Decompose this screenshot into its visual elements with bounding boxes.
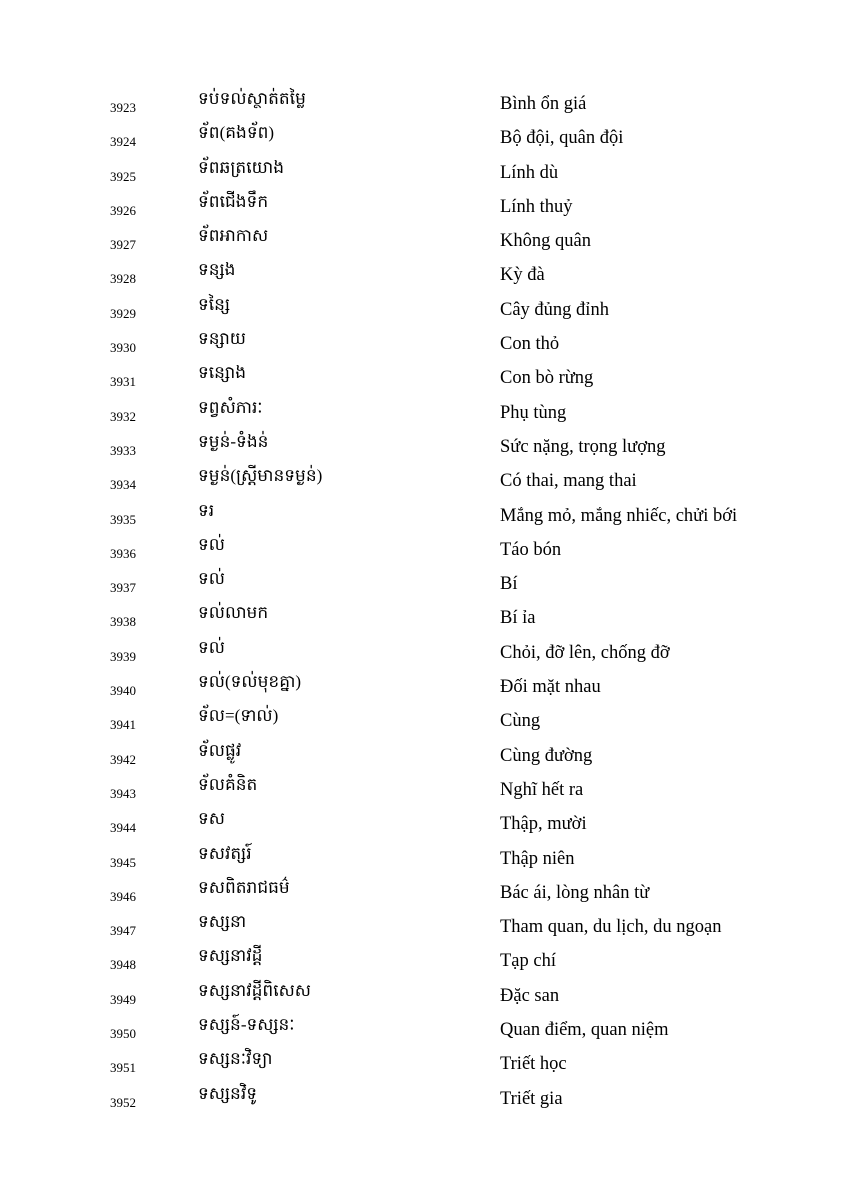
dictionary-entry-row xyxy=(0,155,848,189)
entry-number: 3930 xyxy=(110,340,136,356)
vietnamese-translation: Có thai, mang thai xyxy=(500,471,637,492)
entry-number: 3947 xyxy=(110,923,136,939)
vietnamese-translation: Thập, mười xyxy=(500,814,587,835)
khmer-term: ទម្ងន់(ស្ត្រីមានទម្ងន់) xyxy=(198,466,323,486)
dictionary-entry-row xyxy=(0,189,848,223)
entry-number: 3932 xyxy=(110,408,136,424)
khmer-term: ទល់(ទល់មុខគ្នា) xyxy=(198,672,302,692)
vietnamese-translation: Cùng đường xyxy=(500,745,593,766)
khmer-term: ទស្សនា xyxy=(198,912,247,932)
khmer-term: ទល់ xyxy=(198,637,225,657)
dictionary-entry-row xyxy=(0,600,848,634)
entry-number: 3935 xyxy=(110,511,136,527)
khmer-term: ទសពិតរាជធម៌ xyxy=(198,877,290,897)
vietnamese-translation: Quan điểm, quan niệm xyxy=(500,1020,669,1041)
vietnamese-translation: Bình ổn giá xyxy=(500,94,587,114)
vietnamese-translation: Bác ái, lòng nhân từ xyxy=(500,882,650,903)
khmer-term: ទប់ទល់ស្ថាត់តម្លៃ xyxy=(198,89,306,108)
entry-number: 3938 xyxy=(110,614,136,630)
vietnamese-translation: Mắng mỏ, mắng nhiếc, chửi bới xyxy=(500,505,738,526)
vietnamese-translation: Lính dù xyxy=(500,162,559,183)
khmer-term: ទ័ពជើងទឹក xyxy=(198,191,269,211)
vietnamese-translation: Bộ đội, quân đội xyxy=(500,128,624,149)
khmer-term: ទន្សាយ xyxy=(198,329,246,349)
vietnamese-translation: Phụ tùng xyxy=(500,402,567,423)
dictionary-entry-row xyxy=(0,703,848,737)
entry-number: 3926 xyxy=(110,202,136,218)
khmer-term: ទស្សនៈវិទ្យា xyxy=(198,1049,273,1069)
khmer-term: ទ័ល=(ទាល់) xyxy=(198,706,279,726)
khmer-term: ទ័ព(គងទ័ព) xyxy=(198,123,275,143)
khmer-term: ទ័ពអាកាស xyxy=(198,226,269,246)
vietnamese-translation: Con thỏ xyxy=(500,334,560,355)
dictionary-entry-list xyxy=(0,86,848,1115)
dictionary-entry-row xyxy=(0,360,848,394)
khmer-term: ទ័ពឆត្រយោង xyxy=(198,157,284,177)
dictionary-entry-row xyxy=(0,635,848,669)
dictionary-entry-row xyxy=(0,86,848,120)
dictionary-entry-row xyxy=(0,772,848,806)
entry-number: 3934 xyxy=(110,477,136,493)
entry-number: 3928 xyxy=(110,271,136,287)
dictionary-entry-row xyxy=(0,841,848,875)
dictionary-entry-row xyxy=(0,326,848,360)
dictionary-entry-row xyxy=(0,532,848,566)
entry-number: 3923 xyxy=(110,100,136,115)
dictionary-entry-row xyxy=(0,498,848,532)
dictionary-entry-row xyxy=(0,1012,848,1046)
vietnamese-translation: Không quân xyxy=(500,231,591,252)
dictionary-entry-row xyxy=(0,943,848,977)
dictionary-entry-row xyxy=(0,1081,848,1115)
vietnamese-translation: Triết gia xyxy=(500,1088,563,1109)
vietnamese-translation: Đối mặt nhau xyxy=(500,677,601,698)
entry-number: 3924 xyxy=(110,134,136,150)
vietnamese-translation: Triết học xyxy=(500,1054,567,1075)
vietnamese-translation: Đặc san xyxy=(500,985,560,1006)
dictionary-entry-row xyxy=(0,909,848,943)
entry-number: 3933 xyxy=(110,442,136,458)
entry-number: 3943 xyxy=(110,785,136,801)
khmer-term: ទ័លផ្លូវ xyxy=(198,740,242,760)
entry-number: 3944 xyxy=(110,820,136,836)
dictionary-entry-row xyxy=(0,566,848,600)
khmer-term: ទល់ xyxy=(198,534,225,554)
entry-number: 3942 xyxy=(110,751,136,767)
vietnamese-translation: Cùng xyxy=(500,711,541,732)
entry-number: 3940 xyxy=(110,683,136,699)
vietnamese-translation: Lính thuỷ xyxy=(500,196,573,217)
entry-number: 3946 xyxy=(110,888,136,904)
khmer-term: ទម្ងន់-ទំងន់ xyxy=(198,431,269,451)
dictionary-entry-row xyxy=(0,292,848,326)
khmer-term: ទសវត្សរ៍ xyxy=(198,843,252,863)
entry-number: 3941 xyxy=(110,717,136,733)
entry-number: 3950 xyxy=(110,1026,136,1042)
khmer-term: ទល់លាមក xyxy=(198,603,269,623)
vietnamese-translation: Bí xyxy=(500,574,518,595)
vietnamese-translation: Chỏi, đỡ lên, chống đỡ xyxy=(500,642,670,663)
entry-number: 3929 xyxy=(110,305,136,321)
khmer-term: ទស្សនាវដ្តី xyxy=(198,946,263,966)
vietnamese-translation: Nghĩ hết ra xyxy=(500,779,584,800)
khmer-term: ទន្សង xyxy=(198,260,236,280)
khmer-term: ទន្សោង xyxy=(198,363,246,383)
khmer-term: ទល់ xyxy=(198,569,225,589)
khmer-term: ទស្សនវិទូ xyxy=(198,1083,258,1103)
vietnamese-translation: Con bò rừng xyxy=(500,368,594,389)
entry-number: 3939 xyxy=(110,648,136,664)
dictionary-entry-row xyxy=(0,120,848,154)
dictionary-entry-row xyxy=(0,223,848,257)
vietnamese-translation: Cây đủng đỉnh xyxy=(500,299,609,320)
entry-number: 3949 xyxy=(110,991,136,1007)
khmer-term: ទន្សៃ xyxy=(198,294,231,314)
dictionary-entry-row xyxy=(0,429,848,463)
dictionary-entry-row xyxy=(0,1046,848,1080)
vietnamese-translation: Táo bón xyxy=(500,539,562,560)
vietnamese-translation: Kỳ đà xyxy=(500,265,545,286)
entry-number: 3931 xyxy=(110,374,136,390)
khmer-term: ទស្សន៍-ទស្សនៈ xyxy=(198,1015,295,1035)
khmer-term: ទរ xyxy=(198,500,215,520)
entry-number: 3945 xyxy=(110,854,136,870)
khmer-term: ទ័លគំនិត xyxy=(198,774,258,794)
dictionary-entry-row xyxy=(0,463,848,497)
vietnamese-translation: Sức nặng, trọng lượng xyxy=(500,436,666,457)
dictionary-entry-row xyxy=(0,806,848,840)
dictionary-entry-row xyxy=(0,669,848,703)
vietnamese-translation: Bí ỉa xyxy=(500,608,536,629)
dictionary-entry-row xyxy=(0,875,848,909)
vietnamese-translation: Tạp chí xyxy=(500,951,556,972)
vietnamese-translation: Tham quan, du lịch, du ngoạn xyxy=(500,917,722,938)
entry-number: 3948 xyxy=(110,957,136,973)
entry-number: 3936 xyxy=(110,545,136,561)
entry-number: 3927 xyxy=(110,237,136,253)
khmer-term: ទព្វសំភារៈ xyxy=(198,397,263,417)
khmer-term: ទស្សនាវដ្តីពិសេស xyxy=(198,980,311,1000)
entry-number: 3951 xyxy=(110,1060,136,1076)
entry-number: 3952 xyxy=(110,1094,136,1110)
vietnamese-translation: Thập niên xyxy=(500,848,575,869)
dictionary-entry-row xyxy=(0,257,848,291)
khmer-term: ទស xyxy=(198,809,225,829)
entry-number: 3937 xyxy=(110,580,136,596)
entry-number: 3925 xyxy=(110,168,136,184)
dictionary-entry-row xyxy=(0,395,848,429)
dictionary-entry-row xyxy=(0,738,848,772)
dictionary-entry-row xyxy=(0,978,848,1012)
